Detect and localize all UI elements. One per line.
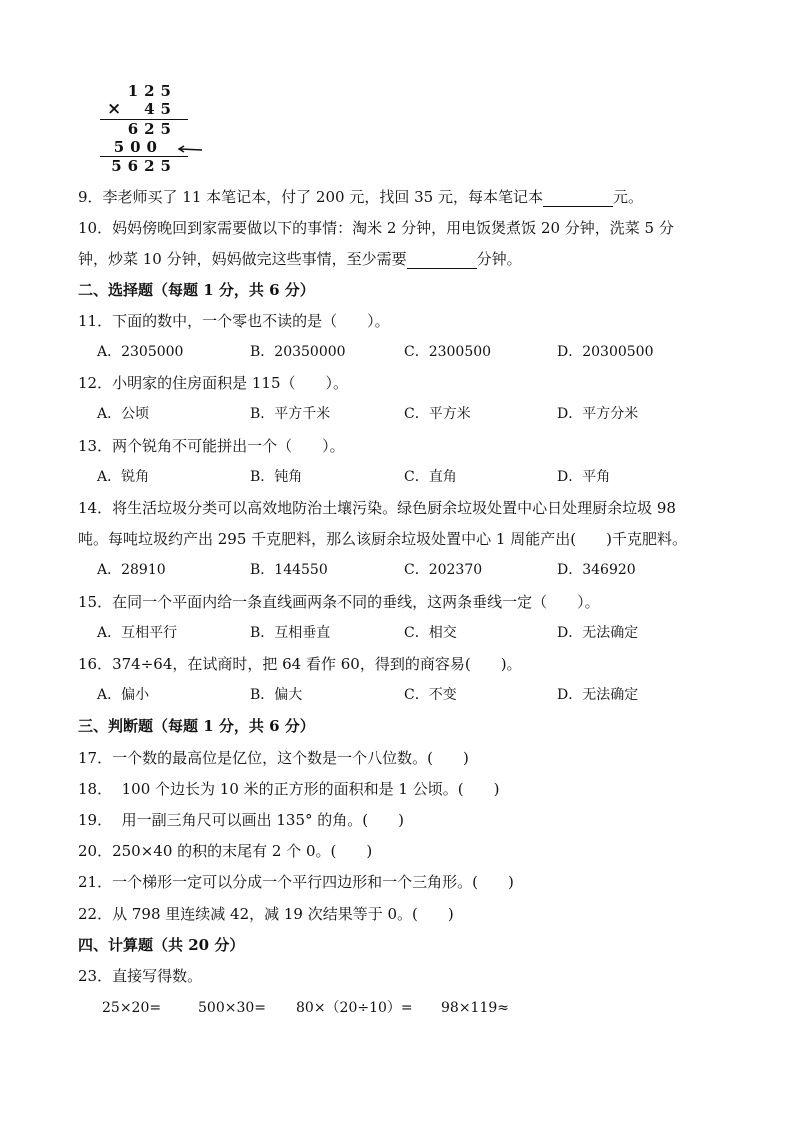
calc-item-3: 80×（20÷10）= — [296, 1000, 413, 1016]
question-13: 13．两个锐角不可能拼出一个（ ）。 — [78, 437, 345, 455]
option-a: A．偏小 — [97, 687, 150, 703]
option-c: C．直角 — [404, 469, 457, 485]
option-d: D．346920 — [557, 562, 636, 578]
question-12: 12．小明家的住房面积是 115（ ）。 — [78, 374, 348, 392]
question-20: 20．250×40 的积的末尾有 2 个 0。( ) — [78, 842, 373, 860]
option-a: A．互相平行 — [97, 625, 178, 641]
option-c: C．平方米 — [404, 406, 471, 422]
question-16: 16．374÷64，在试商时，把 64 看作 60，得到的商容易( )。 — [78, 655, 522, 673]
question-17: 17．一个数的最高位是亿位，这个数是一个八位数。( ) — [78, 749, 469, 767]
option-c: C．2300500 — [404, 344, 492, 360]
option-a: A．锐角 — [97, 469, 150, 485]
option-d: D．无法确定 — [557, 625, 639, 641]
question-21: 21．一个梯形一定可以分成一个平行四边形和一个三角形。( ) — [78, 873, 514, 891]
option-a: A．公顷 — [97, 406, 150, 422]
question-14-line-2: 吨。每吨垃圾约产出 295 千克肥料，那么该厨余垃圾处置中心 1 周能产出( )千克肥料。 — [78, 530, 687, 548]
question-10-line-2 — [78, 249, 522, 269]
option-a: A．2305000 — [97, 344, 184, 360]
option-b: B．平方千米 — [250, 406, 331, 422]
option-d: D．无法确定 — [557, 687, 639, 703]
arrow-left-icon — [178, 145, 202, 153]
option-b: B．偏大 — [250, 687, 303, 703]
option-b: B．钝角 — [250, 469, 303, 485]
answer-blank — [407, 252, 477, 269]
partial-product-2: 500 — [113, 138, 163, 156]
calc-item-2: 500×30= — [198, 1000, 266, 1016]
option-b: B．144550 — [250, 562, 328, 578]
question-14-line-1: 14．将生活垃圾分类可以高效地防治土壤污染。绿色厨余垃圾处置中心日处理厨余垃圾 98 — [78, 499, 676, 517]
option-a: A．28910 — [97, 562, 166, 578]
option-c: C．相交 — [404, 625, 457, 641]
option-c: C．202370 — [404, 562, 483, 578]
option-c: C．不变 — [404, 687, 457, 703]
partial-product-1: 625 — [127, 120, 177, 138]
question-11: 11．下面的数中，一个零也不读的是（ ）。 — [78, 312, 390, 330]
option-d: D．平角 — [557, 469, 611, 485]
question-22: 22．从 798 里连续减 42，减 19 次结果等于 0。( ) — [78, 905, 454, 923]
section-heading-calculation: 四、计算题（共 20 分） — [78, 936, 245, 954]
multiplier: 45 — [144, 100, 177, 118]
option-d: D．平方分米 — [557, 406, 639, 422]
question-10-unit: 分钟。 — [476, 250, 522, 268]
option-b: B．20350000 — [250, 344, 346, 360]
final-product: 5625 — [111, 157, 177, 175]
calc-item-4: 98×119≈ — [441, 1000, 509, 1016]
multiplicand: 125 — [127, 82, 177, 100]
calc-item-1: 25×20= — [102, 1000, 162, 1016]
question-9-text: 9．李老师买了 11 本笔记本，付了 200 元，找回 35 元，每本笔记本 — [78, 188, 543, 206]
option-b: B．互相垂直 — [250, 625, 331, 641]
question-9-unit: 元。 — [612, 188, 643, 206]
question-15: 15．在同一个平面内给一条直线画两条不同的垂线，这两条垂线一定（ ）。 — [78, 593, 600, 611]
question-19: 19． 用一副三角尺可以画出 135° 的角。( ) — [78, 811, 404, 829]
question-23: 23．直接写得数。 — [78, 967, 203, 985]
answer-blank — [543, 190, 613, 207]
vertical-multiplication — [95, 82, 215, 177]
question-10-text: 钟，炒菜 10 分钟，妈妈做完这些事情，至少需要 — [78, 250, 407, 268]
question-9 — [78, 187, 643, 207]
option-d: D．20300500 — [557, 344, 654, 360]
multiply-sign: × — [107, 99, 122, 119]
question-10-line-1: 10．妈妈傍晚回到家需要做以下的事情：淘米 2 分钟，用电饭煲煮饭 20 分钟，洗菜 5 分 — [78, 219, 674, 237]
section-heading-judgement: 三、判断题（每题 1 分，共 6 分） — [78, 717, 315, 735]
section-heading-choice: 二、选择题（每题 1 分，共 6 分） — [78, 281, 315, 299]
question-18: 18． 100 个边长为 10 米的正方形的面积和是 1 公顷。( ) — [78, 780, 500, 798]
